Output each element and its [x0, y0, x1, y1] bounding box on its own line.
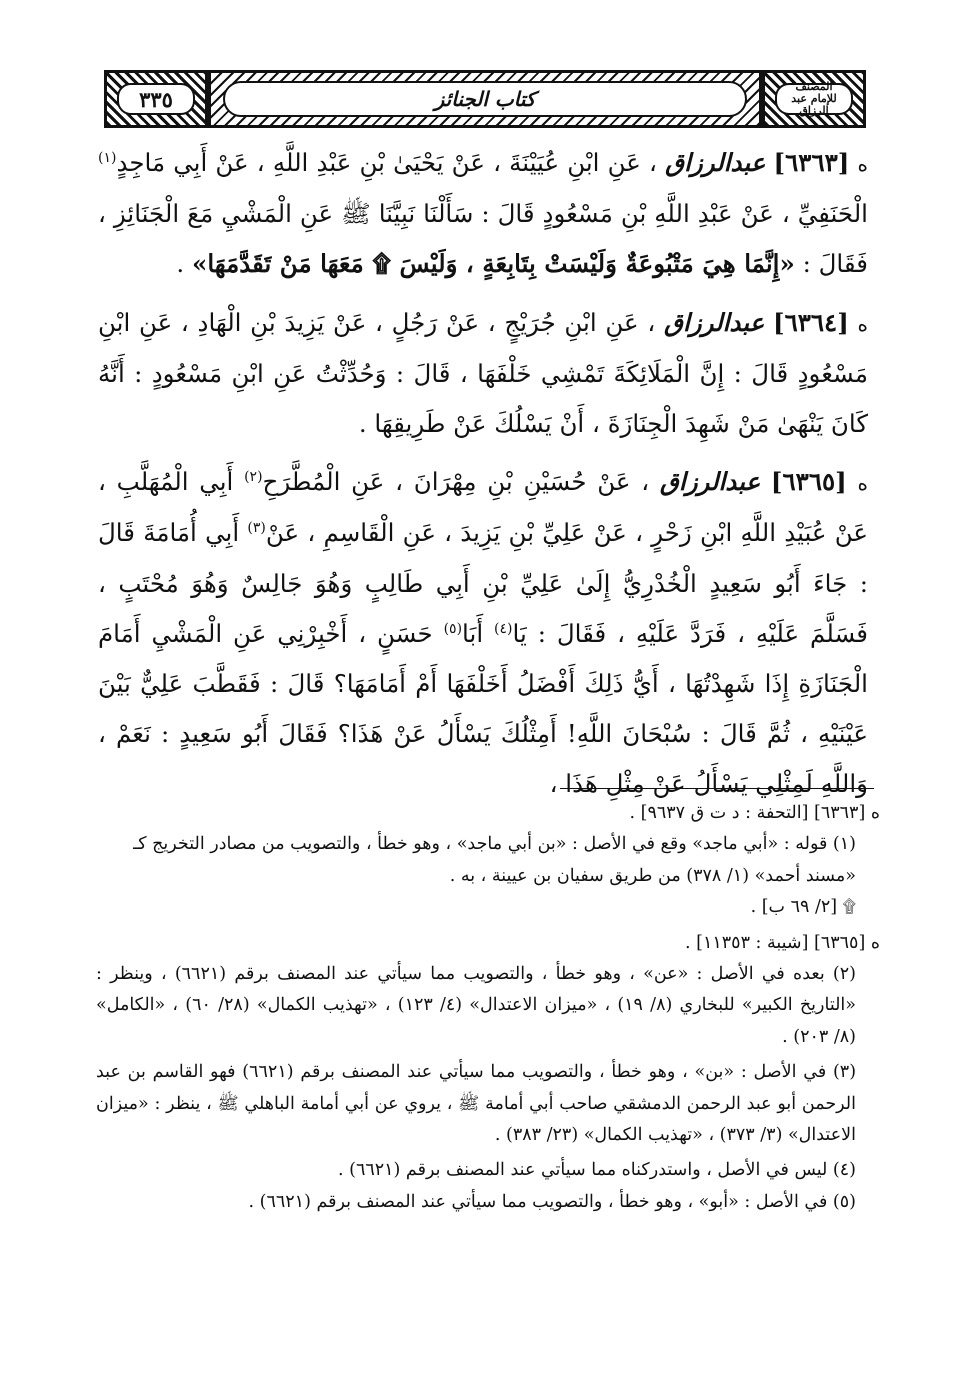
- chapter-title: كتاب الجنائز: [223, 81, 747, 117]
- hadith-author: عبدالرزاق: [665, 148, 766, 177]
- hadith-number: [٦٣٦٤]: [772, 307, 849, 337]
- hadith-text: ، عَنِ ابْنِ عُيَيْنَةَ ، عَنْ يَحْيَىٰ بْنِ عَبْدِ اللَّهِ ، عَنْ أَبِي مَاجِدٍ: [116, 148, 657, 177]
- footnote-marker: (٥): [443, 620, 463, 637]
- footnote-ref: ه [٦٣٦٥] [شيبة : ١١٣٥٣] .: [685, 932, 880, 953]
- footnote-2: (٢) بعده في الأصل : «عن» ، وهو خطأ ، والتصويب مما سيأتي عند المصنف برقم (٦٦٢١) ، وينظر : «التاريخ الكبير» للبخاري (٨/ ١٩) ، «ميزان الاعتدال» (٤/ ١٢٣) ، «تهذيب الكمال» (٢٨/ ٦٠) ، «الكامل» (٨/ ٢٠٣) .: [96, 964, 857, 1047]
- hadith-number: [٦٣٦٣]: [773, 148, 850, 177]
- chapter-title-frame: [208, 70, 762, 128]
- footnote-1-cont: «مسند أحمد» (١/ ٣٧٨) من طريق سفيان بن عيينة ، به .: [449, 865, 856, 886]
- footnote-4: (٤) ليس في الأصل ، واستدركناه مما سيأتي عند المصنف برقم (٦٦٢١) .: [337, 1160, 856, 1181]
- hadith-text: ، عَنِ ابْنِ جُرَيْجٍ ، عَنْ رَجُلٍ ، عَنْ يَزِيدَ بْنِ الْهَادِ ، عَنِ ابْنِ مَسْعُودٍ قَالَ : إِنَّ الْمَلَائِكَةَ تَمْشِي خَلْفَهَا ، قَالَ : وَحُدِّثْتُ عَنِ ابْنِ مَسْعُودٍ : أَنَّهُ كَانَ يَنْهَىٰ مَنْ شَهِدَ الْجِنَازَةَ ، أَنْ يَسْلُكَ عَنْ طَرِيقِهَا .: [98, 307, 868, 439]
- footnote-1: (١) قوله : «أبي ماجد» وقع في الأصل : «بن أبي ماجد» ، وهو خطأ ، والتصويب من مصادر التخريج كـ: [133, 834, 856, 855]
- footnote-5: (٥) في الأصل : «أبو» ، وهو خطأ ، والتصويب مما سيأتي عند المصنف برقم (٦٦٢١) .: [248, 1191, 856, 1212]
- page-number-frame: [104, 70, 208, 128]
- footnotes: [96, 798, 880, 1218]
- hadith-text: حَسَنٍ ، أَخْبِرْنِي عَنِ الْمَشْيِ أَمَامَ الْجَنَازَةِ إِذَا شَهِدْتُهَا ، أَيُّ ذَلِكَ أَفْضَلُ أَخَلْفَهَا أَمْ أَمَامَهَا؟ قَالَ : فَقَطَّبَ عَلِيٌّ بَيْنَ عَيْنَيْهِ ، ثُمَّ قَالَ : سُبْحَانَ اللَّهِ! أَمِثْلُكَ يَسْأَلُ عَنْ هَذَا؟ فَقَالَ أَبُو سَعِيدٍ : نَعَمْ ، وَاللَّهِ لَمِثْلِي يَسْأَلُ عَنْ مِثْلِ هَذَا ،: [98, 618, 868, 799]
- main-text: [98, 138, 868, 818]
- hadith-bullet: ه: [857, 152, 868, 176]
- footnote-marker: (٣): [247, 520, 266, 537]
- hadith-paragraph: [98, 298, 868, 450]
- hadith-text: أَبِي الْمُهَلَّبِ ، عَنْ عُبَيْدِ اللَّهِ ابْنِ زَحْرٍ ، عَنْ عَلِيِّ بْنِ يَزِيدَ ، عَنِ الْقَاسِمِ ، عَنْ: [98, 467, 868, 548]
- book-logo: المصنف للإمام عبد الرزاق: [775, 83, 853, 115]
- footnote-ref: ه [٦٣٦٣] [التحفة : د ت ق ٩٦٣٧] .: [629, 803, 880, 823]
- hadith-text: ، عَنْ حُسَيْنِ بْنِ مِهْرَانَ ، عَنِ الْمُطَّرَحِ: [262, 467, 650, 497]
- page-header: [104, 70, 866, 128]
- hadith-bullet: ه: [857, 311, 868, 336]
- hadith-number: [٦٣٦٥]: [770, 467, 847, 497]
- hadith-text: أَبَا: [462, 618, 484, 648]
- footnote-3: (٣) في الأصل : «بن» ، وهو خطأ ، والتصويب مما سيأتي عند المصنف برقم (٦٦٢١) فهو القاسم بن عبد الرحمن أبو عبد الرحمن الدمشقي صاحب أبي أمامة ﷺ ، يروي عن أبي أمامة الباهلي ﷺ ، ينظر : «ميزان الاعتدال» (٣/ ٣٧٣) ، «تهذيب الكمال» (٢٣/ ٣٨٣) .: [96, 1062, 857, 1146]
- hadith-text: أَبِي أُمَامَةَ قَالَ : جَاءَ أَبُو سَعِيدٍ الْخُدْرِيُّ إِلَىٰ عَلِيِّ بْنِ أَبِي طَالِبٍ وَهُوَ جَالِسٌ وَهُوَ مُحْتَبٍ ، فَسَلَّمَ عَلَيْهِ ، فَرَدَّ عَلَيْهِ ، فَقَالَ : يَا: [98, 518, 869, 648]
- footnote-marker: (١): [98, 149, 117, 166]
- footnote-marker: (٢): [244, 469, 263, 486]
- hadith-paragraph: [98, 457, 868, 809]
- hadith-bullet: ه: [857, 471, 868, 496]
- hadith-quote: «إِنَّمَا هِيَ مَتْبُوعَةٌ وَلَيْسَتْ بِتَابِعَةٍ ، وَلَيْسَ ۩ مَعَهَا مَنْ تَقَدَّمَهَا»: [192, 249, 795, 279]
- footnote-marker: (٤): [494, 620, 513, 637]
- hadith-text: الْحَنَفِيِّ ، عَنْ عَبْدِ اللَّهِ بْنِ مَسْعُودٍ قَالَ : سَأَلْنَا نَبِيَّنَا ﷺ عَنِ الْمَشْيِ مَعَ الْجَنَائِزِ ، فَقَالَ :: [98, 199, 868, 279]
- page-number: ٣٣٥: [117, 83, 195, 115]
- hadith-text-end: .: [176, 249, 185, 279]
- hadith-author: عبدالرزاق: [663, 307, 765, 337]
- book-logo-frame: [762, 70, 866, 128]
- folio-ref: ۩ [٢/ ٦٩ ب] .: [750, 897, 856, 918]
- footnote-divider: [560, 788, 874, 789]
- hadith-paragraph: [98, 138, 868, 290]
- hadith-author: عبدالرزاق: [659, 467, 761, 497]
